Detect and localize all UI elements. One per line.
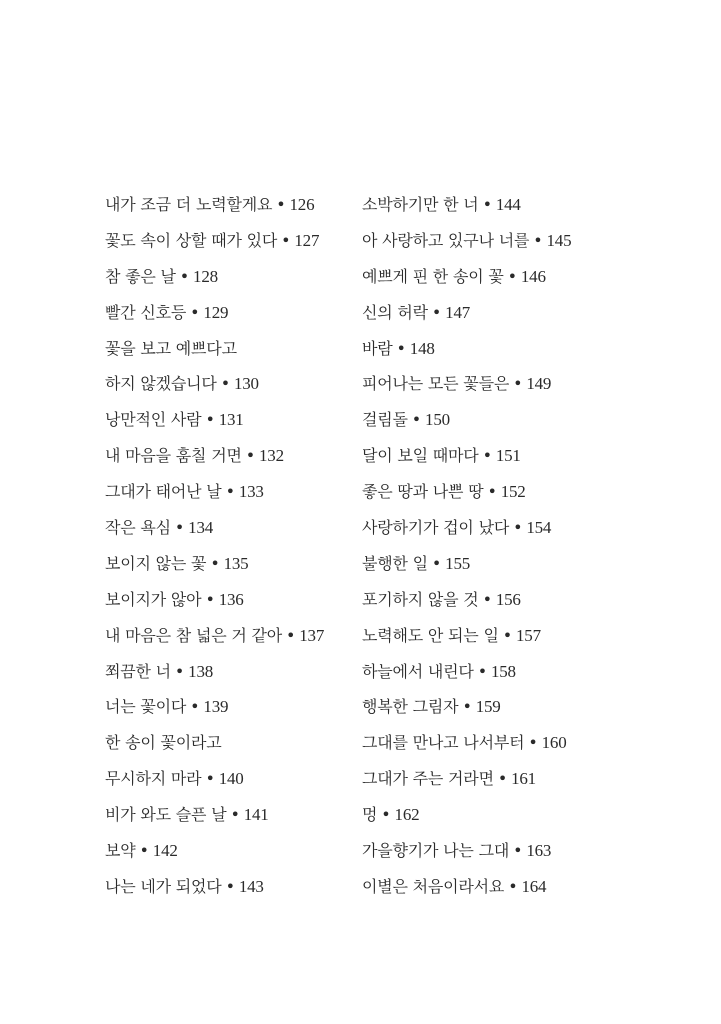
toc-entry-title: 행복한 그림자 [362, 697, 459, 717]
toc-entry [105, 331, 405, 367]
toc-entry-page-number: 129 [203, 302, 229, 322]
toc-entry-separator: • [513, 518, 523, 538]
toc-entry-page-number: 155 [445, 553, 471, 573]
toc-entry-title: 예쁘게 핀 한 송이 꽃 [362, 266, 504, 286]
toc-entry-separator: • [396, 338, 406, 358]
toc-entry-page-number: 163 [526, 841, 552, 861]
toc-entry-title: 너는 꽃이다 [105, 697, 187, 717]
toc-entry [105, 833, 405, 869]
toc-entry-page-number: 146 [520, 266, 546, 286]
toc-entry-page-number: 154 [526, 518, 552, 538]
toc-entry-title: 보이지가 않아 [105, 589, 202, 609]
toc-entry-page-number: 150 [425, 410, 450, 430]
toc-entry-title: 소박하기만 한 너 [362, 195, 479, 214]
toc-entry-title: 그대가 주는 거라면 [362, 769, 494, 789]
toc-entry-separator: • [431, 302, 442, 322]
toc-entry-page-number: 149 [526, 374, 552, 394]
toc-entry-title: 나는 네가 되었다 [105, 876, 222, 896]
toc-entry [105, 187, 405, 223]
toc-entry-title: 꽃도 속이 상할 때가 있다 [105, 230, 278, 250]
toc-entry [362, 546, 662, 582]
toc-entry [362, 259, 662, 295]
toc-entry-page-number: 148 [409, 338, 435, 358]
toc-entry-separator: • [276, 195, 286, 214]
toc-entry-separator: • [381, 805, 391, 825]
toc-entry-separator: • [482, 446, 492, 466]
toc-entry-separator: • [411, 410, 422, 430]
toc-entry-title: 아 사랑하고 있구나 너를 [362, 230, 530, 250]
toc-entry-page-number: 126 [289, 195, 315, 214]
toc-entry-separator: • [190, 302, 200, 322]
toc-entry-page-number: 133 [238, 482, 264, 502]
toc-entry-page-number: 157 [515, 625, 541, 645]
toc-entry-separator: • [210, 553, 220, 573]
toc-entry [105, 689, 405, 725]
toc-entry [362, 510, 662, 546]
toc-entry-title: 신의 허락 [362, 302, 428, 322]
toc-entry-title: 불행한 일 [362, 553, 428, 573]
toc-entry [105, 725, 405, 761]
toc-entry [362, 618, 662, 654]
toc-entry-page-number: 140 [218, 769, 244, 789]
toc-entry [105, 582, 405, 618]
toc-entry-separator: • [190, 697, 200, 717]
toc-entry-page-number: 131 [218, 410, 244, 430]
toc-entry-page-number: 143 [238, 876, 264, 896]
toc-entry-title: 내 마음을 훔칠 거면 [105, 446, 242, 466]
toc-entry-page-number: 130 [233, 374, 259, 394]
toc-entry-title: 무시하지 마라 [105, 769, 202, 789]
toc-entry [362, 725, 662, 761]
toc-entry-separator: • [230, 805, 240, 825]
toc-entry-separator: • [533, 230, 543, 250]
toc-entry [105, 618, 405, 654]
toc-entry-separator: • [220, 374, 230, 394]
toc-entry-title: 작은 욕심 [105, 518, 171, 538]
toc-entry [105, 259, 405, 295]
toc-entry-separator: • [286, 625, 296, 645]
toc-entry-page-number: 128 [193, 266, 218, 286]
toc-entry-title: 바람 [362, 338, 393, 358]
toc-entry [105, 366, 405, 402]
toc-entry [105, 654, 405, 690]
toc-entry-separator: • [497, 769, 508, 789]
toc-entry-title: 그대가 태어난 날 [105, 482, 222, 502]
toc-entry [362, 223, 662, 259]
toc-entry-page-number: 138 [188, 661, 214, 681]
toc-entry-page-number: 156 [495, 589, 521, 609]
toc-entry-separator: • [502, 625, 512, 645]
toc-entry-title: 꽃을 보고 예쁘다고 [105, 338, 237, 358]
toc-entry-separator: • [245, 446, 255, 466]
toc-entry-title: 포기하지 않을 것 [362, 589, 479, 609]
toc-entry-page-number: 137 [299, 625, 325, 645]
toc-entry [362, 582, 662, 618]
toc-entry-title: 걸림돌 [362, 410, 408, 430]
toc-entry-separator: • [508, 876, 518, 896]
toc-entry [105, 474, 405, 510]
toc-entry-separator: • [507, 266, 517, 286]
toc-entry [362, 833, 662, 869]
toc-entry [105, 869, 405, 905]
toc-entry-separator: • [513, 841, 523, 861]
toc-entry-title: 참 좋은 날 [105, 266, 176, 286]
toc-entry-title: 보이지 않는 꽃 [105, 553, 207, 573]
toc-entry-separator: • [174, 518, 185, 538]
toc-entry [362, 761, 662, 797]
toc-entry [362, 187, 662, 223]
toc-entry-page-number: 160 [541, 733, 567, 753]
toc-entry-title: 낭만적인 사람 [105, 410, 202, 430]
toc-entry-page-number: 142 [152, 841, 178, 861]
toc-entry-separator: • [225, 482, 235, 502]
toc-entry [362, 331, 662, 367]
toc-entry-page-number: 139 [203, 697, 229, 717]
toc-entry-separator: • [205, 589, 215, 609]
toc-entry-separator: • [174, 661, 185, 681]
toc-entry-page-number: 151 [495, 446, 521, 466]
toc-entry [105, 797, 405, 833]
toc-entry-separator: • [225, 876, 235, 896]
toc-entry-separator: • [281, 230, 291, 250]
toc-entry-separator: • [205, 769, 215, 789]
toc-entry [362, 869, 662, 905]
toc-entry-title: 쬐끔한 너 [105, 661, 171, 681]
toc-entry [362, 366, 662, 402]
toc-entry-title: 멍 [362, 805, 378, 825]
toc-entry-title: 이별은 처음이라서요 [362, 876, 505, 896]
toc-entry-page-number: 136 [218, 589, 244, 609]
toc-entry [362, 474, 662, 510]
toc-entry [105, 761, 405, 797]
toc-entry-title: 그대를 만나고 나서부터 [362, 733, 525, 753]
toc-entry-page-number: 127 [294, 230, 320, 250]
toc-entry-separator: • [528, 733, 538, 753]
toc-entry-page-number: 135 [223, 553, 249, 573]
toc-entry-title: 노력해도 안 되는 일 [362, 625, 499, 645]
toc-entry-page-number: 158 [490, 661, 516, 681]
toc-entry [362, 438, 662, 474]
toc-entry-page-number: 164 [521, 876, 547, 896]
toc-entry-title: 달이 보일 때마다 [362, 446, 479, 466]
toc-entry-title: 피어나는 모든 꽃들은 [362, 374, 510, 394]
toc-entry-page-number: 144 [495, 195, 521, 214]
toc-entry-separator: • [139, 841, 149, 861]
toc-entry-title: 하늘에서 내린다 [362, 661, 474, 681]
toc-entry-separator: • [462, 697, 472, 717]
toc-entry [362, 654, 662, 690]
toc-entry-title: 내 마음은 참 넓은 거 같아 [105, 625, 282, 645]
toc-entry-separator: • [431, 553, 442, 573]
toc-entry-title: 내가 조금 더 노력할게요 [105, 195, 273, 214]
toc-entry-page-number: 159 [475, 697, 501, 717]
toc-entry-separator: • [205, 410, 215, 430]
toc-entry-separator: • [482, 589, 492, 609]
toc-entry-title: 가을향기가 나는 그대 [362, 841, 510, 861]
toc-entry [362, 689, 662, 725]
toc-entry [362, 402, 662, 438]
toc-entry [362, 295, 662, 331]
toc-entry-title: 빨간 신호등 [105, 302, 187, 322]
toc-entry-title: 한 송이 꽃이라고 [105, 733, 222, 753]
toc-entry [105, 223, 405, 259]
toc-entry-title: 비가 와도 슬픈 날 [105, 805, 227, 825]
toc-entry-page-number: 134 [188, 518, 214, 538]
toc-entry [105, 295, 405, 331]
toc-entry-page-number: 161 [511, 769, 536, 789]
toc-entry-title: 사랑하기가 겁이 났다 [362, 518, 510, 538]
toc-entry [105, 510, 405, 546]
toc-entry [105, 438, 405, 474]
toc-entry-separator: • [179, 266, 190, 286]
toc-entry [105, 546, 405, 582]
toc-entry-separator: • [477, 661, 487, 681]
toc-entry-separator: • [513, 374, 523, 394]
toc-entry-separator: • [482, 195, 492, 214]
toc-entry-separator: • [487, 482, 497, 502]
toc-entry-page-number: 145 [546, 230, 572, 250]
toc-entry-page-number: 147 [445, 302, 471, 322]
toc-entry-page-number: 152 [500, 482, 526, 502]
toc-column-left [105, 187, 405, 905]
toc-entry [362, 797, 662, 833]
toc-entry-title: 좋은 땅과 나쁜 땅 [362, 482, 484, 502]
toc-entry-page-number: 141 [243, 805, 269, 825]
toc-entry-page-number: 162 [394, 805, 420, 825]
toc-entry-title: 보약 [105, 841, 136, 861]
toc-entry [105, 402, 405, 438]
toc-column-right [362, 187, 662, 905]
toc-entry-title: 하지 않겠습니다 [105, 374, 217, 394]
toc-entry-page-number: 132 [258, 446, 284, 466]
